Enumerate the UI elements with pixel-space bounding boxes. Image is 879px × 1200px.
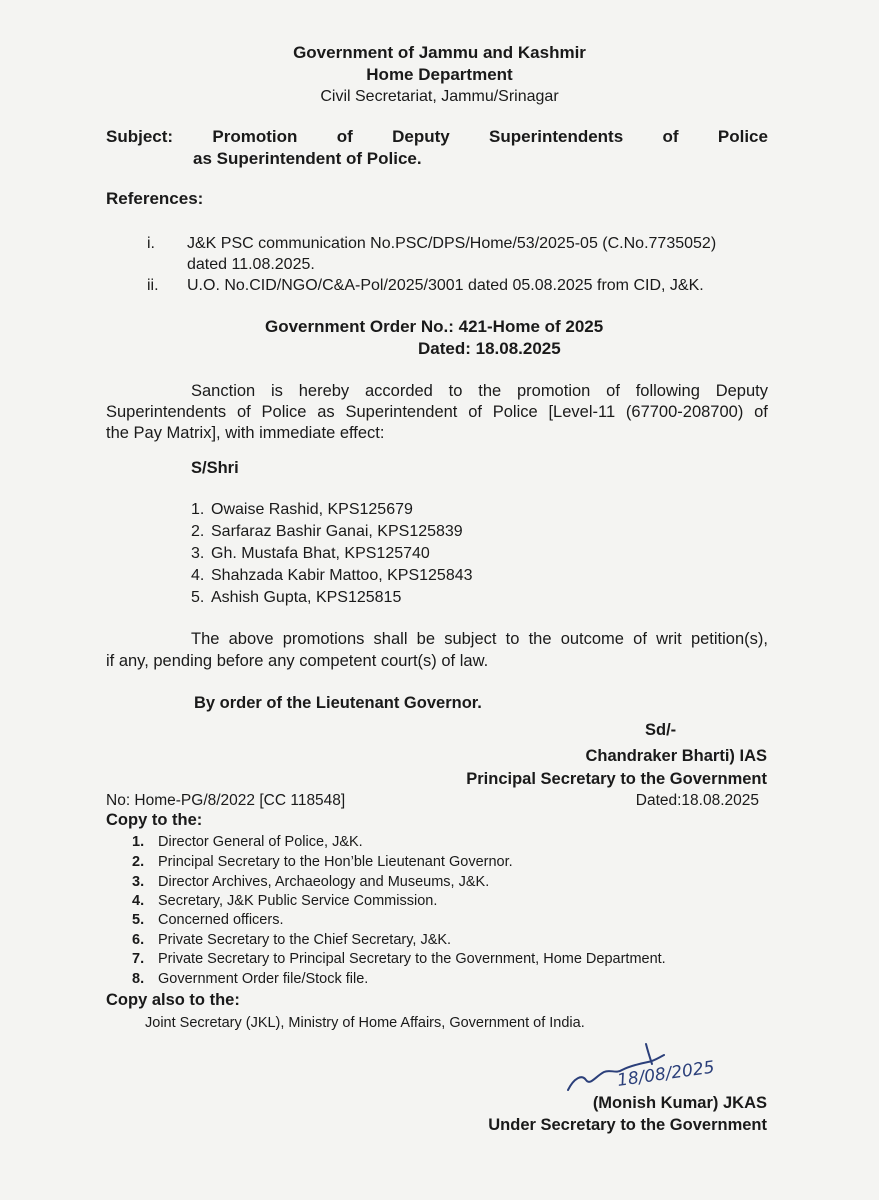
letterhead-department: Home Department — [366, 65, 513, 84]
copy-recipient: Private Secretary to the Chief Secretary, J&K. — [158, 932, 452, 948]
word: of — [236, 403, 251, 421]
reference-text: dated 11.08.2025. — [187, 256, 315, 273]
signature-date: 18/08/2025 — [615, 1057, 716, 1091]
copy-to-item — [132, 950, 666, 968]
word: following — [635, 382, 700, 400]
word: as — [317, 403, 335, 421]
copy-number: 3. — [132, 874, 145, 890]
copy-number: 4. — [132, 893, 145, 909]
subject-block — [106, 126, 768, 170]
officer-item — [191, 500, 413, 520]
word: of — [606, 382, 620, 400]
word: Police — [492, 403, 538, 421]
word: Superintendents — [106, 403, 227, 421]
word: Superintendent — [345, 403, 458, 421]
paragraph-line — [106, 402, 768, 423]
government-order-heading — [0, 316, 879, 360]
copy-to-item — [132, 892, 437, 910]
word: the — [478, 382, 502, 400]
word: writ — [656, 630, 682, 648]
copy-to-item — [132, 853, 513, 871]
officer-number: 3. — [191, 545, 205, 562]
word: (67700-208700) — [625, 403, 744, 421]
officer-number: 5. — [191, 589, 205, 606]
copy-recipient: Director General of Police, J&K. — [158, 834, 363, 850]
condition-paragraph — [106, 628, 768, 672]
copy-to-item — [132, 833, 363, 851]
copy-recipient: Principal Secretary to the Hon’ble Lieutenant Governor. — [158, 854, 513, 870]
word: of — [754, 403, 768, 421]
word: outcome — [560, 630, 624, 648]
copy-also-recipient: Joint Secretary (JKL), Ministry of Home Affairs, Government of India. — [145, 1015, 585, 1031]
copy-to-item — [132, 911, 283, 929]
endorsement-number: No: Home-PG/8/2022 [CC 118548] — [106, 792, 346, 809]
by-order-line: By order of the Lieutenant Governor. — [194, 694, 482, 712]
signed-mark: Sd/- — [645, 721, 677, 739]
word: be — [416, 630, 436, 648]
paragraph-line: if any, pending before any competent court(s) of law. — [106, 652, 489, 670]
copy-number: 8. — [132, 971, 145, 987]
copy-number: 1. — [132, 834, 145, 850]
subject-word: of — [336, 127, 353, 146]
subject-label: Subject: — [106, 127, 174, 146]
copy-to-title: Copy to the: — [106, 811, 203, 829]
word: Deputy — [715, 382, 768, 400]
word: promotion — [516, 382, 591, 400]
copy-to-item — [132, 873, 489, 891]
copy-recipient: Concerned officers. — [158, 912, 284, 928]
copy-recipient: Government Order file/Stock file. — [158, 971, 369, 987]
officer-name: Ashish Gupta, KPS125815 — [211, 589, 402, 606]
copy-recipient: Director Archives, Archaeology and Museums, J&K. — [158, 874, 490, 890]
officer-item — [191, 588, 401, 608]
copy-recipient: Private Secretary to Principal Secretary to the Government, Home Department. — [158, 951, 666, 967]
copy-to-item — [132, 970, 368, 988]
word: accorded — [364, 382, 433, 400]
officer-item — [191, 566, 473, 586]
word: hereby — [298, 382, 350, 400]
copy-number: 7. — [132, 951, 145, 967]
subject-word: of — [662, 127, 679, 146]
word: Sanction — [191, 382, 256, 400]
references-title: References: — [106, 189, 204, 208]
officer-name: Sarfaraz Bashir Ganai, KPS125839 — [211, 523, 463, 540]
reference-number: ii. — [147, 277, 159, 294]
copy-number: 5. — [132, 912, 145, 928]
officer-name: Gh. Mustafa Bhat, KPS125740 — [211, 545, 430, 562]
word: [Level-11 — [548, 403, 616, 421]
word: above — [228, 630, 274, 648]
signatory-title: Principal Secretary to the Government — [466, 770, 767, 788]
word: the — [528, 630, 552, 648]
signatory-title: Under Secretary to the Government — [488, 1116, 767, 1134]
paragraph-line — [106, 381, 768, 402]
reference-text: J&K PSC communication No.PSC/DPS/Home/53/2025-05 (C.No.7735052) — [187, 235, 717, 252]
officer-number: 2. — [191, 523, 205, 540]
copy-to-item — [132, 931, 451, 949]
word: of — [633, 630, 647, 648]
reference-number: i. — [147, 235, 155, 252]
sanction-paragraph — [106, 381, 768, 444]
order-date: Dated: 18.08.2025 — [418, 339, 561, 358]
subject-word: Superintendents — [489, 127, 624, 146]
copy-number: 2. — [132, 854, 145, 870]
subject-word: Promotion — [212, 127, 298, 146]
subject-line-2: as Superintendent of Police. — [193, 149, 422, 168]
word: to — [448, 382, 463, 400]
letterhead-government: Government of Jammu and Kashmir — [293, 43, 586, 62]
copy-also-title: Copy also to the: — [106, 991, 240, 1009]
word: to — [505, 630, 520, 648]
reference-text: U.O. No.CID/NGO/C&A-Pol/2025/3001 dated 05.08.2025 from CID, J&K. — [187, 277, 704, 294]
word: petition(s), — [690, 630, 768, 648]
officers-heading: S/Shri — [191, 459, 239, 477]
signatory-name: Chandraker Bharti) IAS — [585, 747, 767, 765]
word: of — [468, 403, 482, 421]
officer-name: Shahzada Kabir Mattoo, KPS125843 — [211, 567, 473, 584]
letterhead-address: Civil Secretariat, Jammu/Srinagar — [320, 88, 559, 105]
officer-item — [191, 522, 463, 542]
subject-line-1 — [106, 126, 768, 148]
endorsement-date: Dated:18.08.2025 — [635, 792, 759, 809]
copy-number: 6. — [132, 932, 145, 948]
officer-name: Owaise Rashid, KPS125679 — [211, 501, 413, 518]
word: Police — [261, 403, 307, 421]
letterhead — [0, 42, 879, 108]
officer-item — [191, 544, 430, 564]
word: subject — [444, 630, 497, 648]
word: promotions — [282, 630, 365, 648]
word: shall — [373, 630, 408, 648]
copy-recipient: Secretary, J&K Public Service Commission. — [158, 893, 438, 909]
paragraph-line: the Pay Matrix], with immediate effect: — [106, 424, 385, 442]
word: is — [271, 382, 283, 400]
paragraph-line — [106, 628, 768, 650]
signatory-name: (Monish Kumar) JKAS — [592, 1094, 767, 1112]
subject-word: Deputy — [392, 127, 450, 146]
officer-number: 1. — [191, 501, 205, 518]
order-number: Government Order No.: 421-Home of 2025 — [265, 317, 604, 336]
word: The — [191, 630, 220, 648]
subject-word: Police — [717, 127, 768, 146]
officer-number: 4. — [191, 567, 205, 584]
